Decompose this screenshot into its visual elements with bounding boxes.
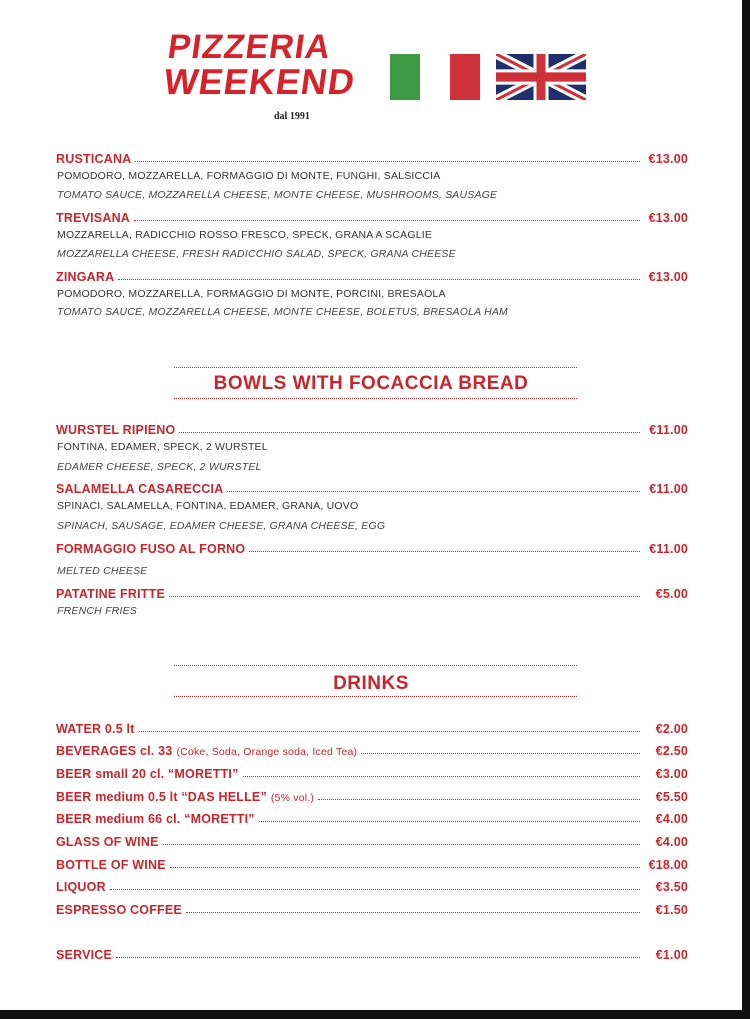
item-ingredients-eng: TOMATO SAUCE, MOZZARELLA CHEESE, MONTE CHEESE, MUSHROOMS, SAUSAGE bbox=[57, 189, 498, 201]
item-ingredients-eng: EDAMER CHEESE, SPECK, 2 WURSTEL bbox=[57, 461, 262, 473]
item-name: BEER medium 0.5 lt “DAS HELLE” bbox=[56, 790, 267, 804]
item-price: €2.00 bbox=[655, 722, 688, 736]
item-name: LIQUOR bbox=[56, 880, 106, 894]
drink-item bbox=[56, 878, 688, 894]
item-name: WATER 0.5 lt bbox=[56, 722, 135, 736]
section-divider bbox=[174, 398, 577, 399]
item-ingredients-ita: POMODORO, MOZZARELLA, FORMAGGIO DI MONTE, PORCINI, BRESAOLA bbox=[57, 288, 446, 300]
section-title-bowls: BOWLS WITH FOCACCIA BREAD bbox=[213, 373, 529, 394]
item-ingredients-eng: FRENCH FRIES bbox=[57, 605, 137, 617]
item-price: €3.00 bbox=[655, 767, 688, 781]
since-label: dal 1991 bbox=[274, 111, 310, 122]
item-name: BEER small 20 cl. “MORETTI” bbox=[56, 767, 239, 781]
uk-flag-icon[interactable] bbox=[496, 54, 586, 100]
item-price: €18.00 bbox=[648, 858, 688, 872]
menu-item-trevisana bbox=[56, 209, 688, 225]
drink-item bbox=[56, 856, 688, 872]
item-name: BOTTLE OF WINE bbox=[56, 858, 166, 872]
drink-item bbox=[56, 833, 688, 849]
logo-text-line2: WEEKEND bbox=[161, 61, 358, 102]
item-price: €2.50 bbox=[655, 744, 688, 758]
section-divider bbox=[174, 665, 577, 666]
item-price: €4.00 bbox=[655, 835, 688, 849]
item-ingredients-ita: SPINACI, SALAMELLA, FONTINA, EDAMER, GRANA, UOVO bbox=[57, 500, 359, 512]
item-price: €13.00 bbox=[648, 152, 688, 166]
item-name: ESPRESSO COFFEE bbox=[56, 903, 182, 917]
item-price: €3.50 bbox=[655, 880, 688, 894]
menu-item-formaggio-fuso bbox=[56, 540, 688, 556]
drink-item bbox=[56, 742, 688, 758]
menu-item-wurstel-ripieno bbox=[56, 421, 688, 437]
menu-item-rusticana bbox=[56, 150, 688, 166]
section-divider bbox=[174, 696, 577, 697]
item-price: €1.00 bbox=[655, 948, 688, 962]
item-price: €13.00 bbox=[648, 270, 688, 284]
item-price: €5.00 bbox=[655, 587, 688, 601]
item-note: (Coke, Soda, Orange soda, Iced Tea) bbox=[176, 746, 358, 758]
item-ingredients-eng: SPINACH, SAUSAGE, EDAMER CHEESE, GRANA CHEESE, EGG bbox=[57, 520, 386, 532]
drink-item bbox=[56, 810, 688, 826]
menu-item-patatine-fritte bbox=[56, 585, 688, 601]
item-name: GLASS OF WINE bbox=[56, 835, 159, 849]
item-name: SERVICE bbox=[56, 948, 113, 962]
menu-item-salamella-casareccia bbox=[56, 480, 688, 496]
item-ingredients-ita: MOZZARELLA, RADICCHIO ROSSO FRESCO, SPECK, GRANA A SCAGLIE bbox=[57, 229, 433, 241]
section-divider bbox=[174, 367, 577, 368]
item-ingredients-ita: POMODORO, MOZZARELLA, FORMAGGIO DI MONTE, FUNGHI, SALSICCIA bbox=[57, 170, 441, 182]
item-name: RUSTICANA bbox=[56, 152, 132, 166]
item-name: ZINGARA bbox=[56, 270, 115, 284]
item-ingredients-ita: FONTINA, EDAMER, SPECK, 2 WURSTEL bbox=[57, 441, 268, 453]
item-name: BEVERAGES cl. 33 bbox=[56, 744, 173, 758]
item-price: €5.50 bbox=[655, 790, 688, 804]
italian-flag-icon[interactable] bbox=[390, 54, 480, 100]
item-name: TREVISANA bbox=[56, 211, 131, 225]
drink-item bbox=[56, 720, 688, 736]
item-price: €1.50 bbox=[655, 903, 688, 917]
item-name: FORMAGGIO FUSO AL FORNO bbox=[56, 542, 246, 556]
section-title-drinks: DRINKS bbox=[333, 673, 409, 694]
logo-text-line1: PIZZERIA bbox=[165, 28, 334, 66]
pizzeria-logo bbox=[161, 28, 358, 102]
drink-item bbox=[56, 788, 688, 804]
item-note: (5% vol.) bbox=[270, 792, 315, 804]
item-price: €11.00 bbox=[649, 542, 688, 556]
item-name: WURSTEL RIPIENO bbox=[56, 423, 176, 437]
item-ingredients-eng: MELTED CHEESE bbox=[57, 565, 148, 577]
item-price: €11.00 bbox=[649, 482, 688, 496]
item-price: €11.00 bbox=[649, 423, 688, 437]
item-ingredients-eng: TOMATO SAUCE, MOZZARELLA CHEESE, MONTE CHEESE, BOLETUS, BRESAOLA HAM bbox=[57, 306, 508, 318]
item-ingredients-eng: MOZZARELLA CHEESE, FRESH RADICCHIO SALAD, SPECK, GRANA CHEESE bbox=[57, 248, 456, 260]
service-charge bbox=[56, 946, 688, 962]
item-name: PATATINE FRITTE bbox=[56, 587, 166, 601]
drink-item bbox=[56, 901, 688, 917]
menu-item-zingara bbox=[56, 268, 688, 284]
item-price: €13.00 bbox=[648, 211, 688, 225]
item-price: €4.00 bbox=[655, 812, 688, 826]
item-name: BEER medium 66 cl. “MORETTI” bbox=[56, 812, 255, 826]
item-name: SALAMELLA CASARECCIA bbox=[56, 482, 224, 496]
drink-item bbox=[56, 765, 688, 781]
